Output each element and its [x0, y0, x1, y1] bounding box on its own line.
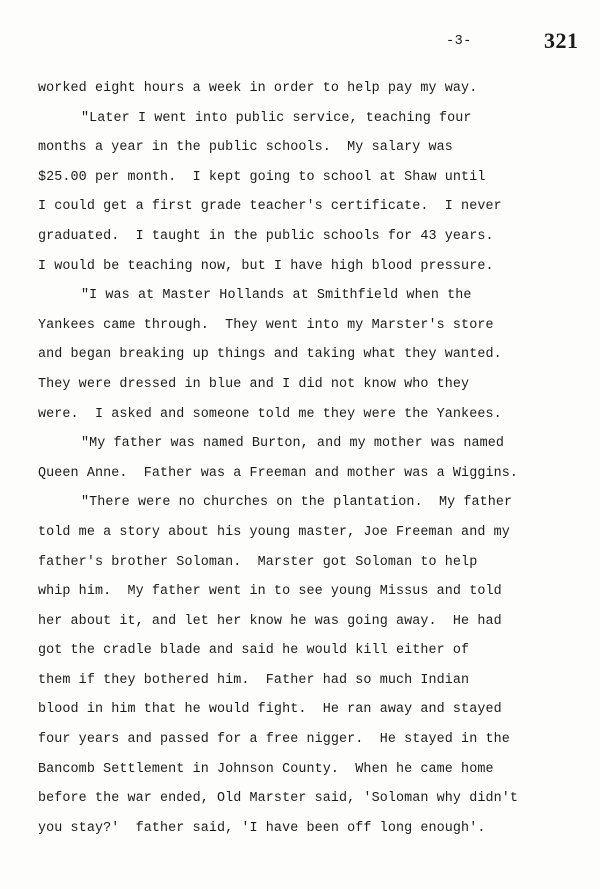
text-line: before the war ended, Old Marster said, 'Soloman why didn't — [38, 791, 519, 807]
text-line: "I was at Master Hollands at Smithfield when the — [81, 288, 472, 304]
text-line: told me a story about his young master, Joe Freeman and my — [38, 524, 510, 540]
text-line: I would be teaching now, but I have high blood pressure. — [38, 258, 494, 274]
text-line: blood in him that he would fight. He ran away and stayed — [38, 702, 502, 718]
text-line: "There were no churches on the plantation. My father — [81, 495, 513, 511]
page-number: -3- — [446, 34, 472, 49]
text-line: "My father was named Burton, and my mother was named — [81, 436, 505, 452]
text-line: "Later I went into public service, teaching four — [81, 110, 472, 126]
text-line: graduated. I taught in the public schools for 43 years. — [38, 228, 494, 244]
text-line: Queen Anne. Father was a Freeman and mother was a Wiggins. — [38, 465, 519, 481]
text-line: Yankees came through. They went into my Marster's store — [38, 317, 494, 333]
stamped-page-number: 321 — [544, 28, 579, 53]
text-line: whip him. My father went in to see young Missus and told — [38, 584, 502, 600]
text-line: months a year in the public schools. My salary was — [38, 140, 453, 156]
text-line: her about it, and let her know he was going away. He had — [38, 613, 502, 629]
body-text — [38, 78, 558, 847]
text-line: I could get a first grade teacher's certificate. I never — [38, 199, 502, 215]
text-line: $25.00 per month. I kept going to school at Shaw until — [38, 169, 486, 185]
text-line: father's brother Soloman. Marster got Soloman to help — [38, 554, 478, 570]
text-line: Bancomb Settlement in Johnson County. When he came home — [38, 761, 494, 777]
text-line: and began breaking up things and taking what they wanted. — [38, 347, 502, 363]
text-line: They were dressed in blue and I did not know who they — [38, 376, 470, 392]
text-line: got the cradle blade and said he would kill either of — [38, 643, 470, 659]
text-line: worked eight hours a week in order to help pay my way. — [38, 81, 478, 96]
text-line: you stay?' father said, 'I have been off long enough'. — [38, 820, 486, 836]
text-line: were. I asked and someone told me they were the Yankees. — [38, 406, 502, 422]
text-line: them if they bothered him. Father had so much Indian — [38, 672, 470, 688]
text-line: four years and passed for a free nigger. He stayed in the — [38, 732, 510, 748]
